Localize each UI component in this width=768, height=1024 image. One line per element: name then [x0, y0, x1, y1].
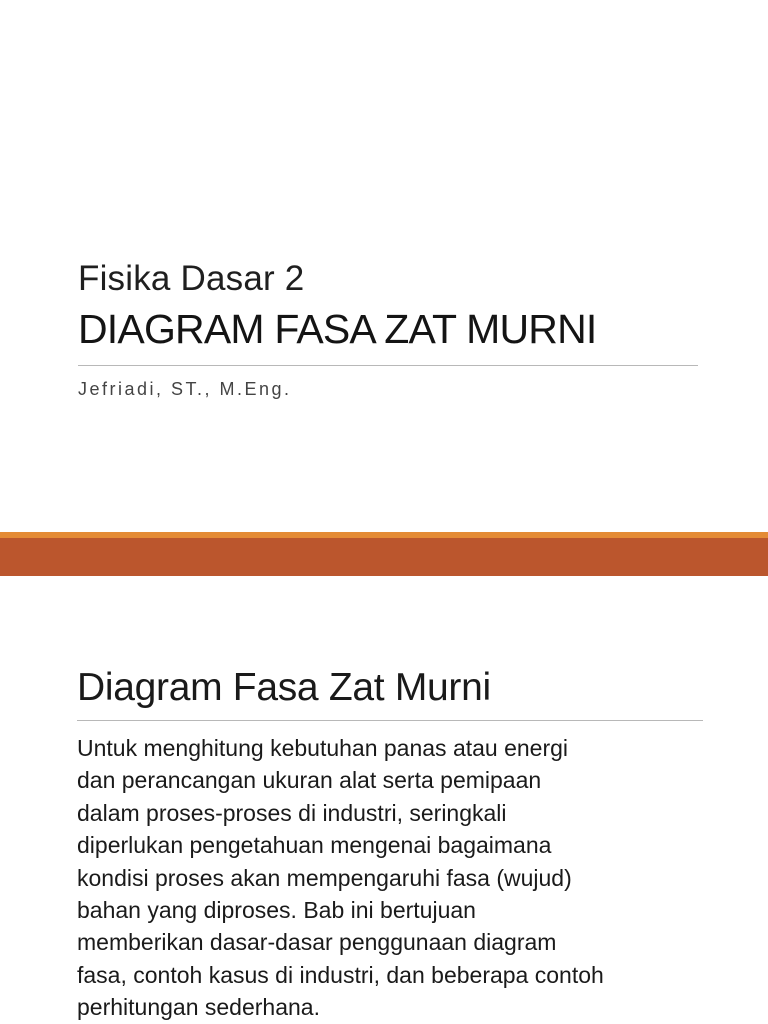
course-name: Fisika Dasar 2 — [78, 259, 305, 298]
band-accent-stripe — [0, 532, 768, 538]
body-line: dalam proses-proses di industri, seringkali — [77, 799, 507, 826]
body-text — [77, 732, 717, 1024]
slide-separator-band — [0, 532, 768, 576]
content-slide — [0, 576, 768, 1024]
body-line: perhitungan sederhana. — [77, 994, 320, 1021]
content-title-divider — [77, 720, 703, 721]
body-line: fasa, contoh kasus di industri, dan beberapa contoh — [77, 961, 604, 988]
content-slide-title: Diagram Fasa Zat Murni — [77, 666, 491, 709]
author-name: Jefriadi, ST., M.Eng. — [78, 379, 292, 399]
body-line: bahan yang diproses. Bab ini bertujuan — [77, 897, 476, 924]
body-line: memberikan dasar-dasar penggunaan diagram — [77, 929, 557, 956]
body-line: kondisi proses akan mempengaruhi fasa (wujud) — [77, 864, 572, 891]
body-line: Untuk menghitung kebutuhan panas atau energi — [77, 735, 569, 761]
body-line: diperlukan pengetahuan mengenai bagaimana — [77, 832, 552, 859]
body-line: dan perancangan ukuran alat serta pemipaan — [77, 767, 542, 794]
title-divider — [78, 365, 698, 366]
slide-title: DIAGRAM FASA ZAT MURNI — [78, 306, 597, 352]
